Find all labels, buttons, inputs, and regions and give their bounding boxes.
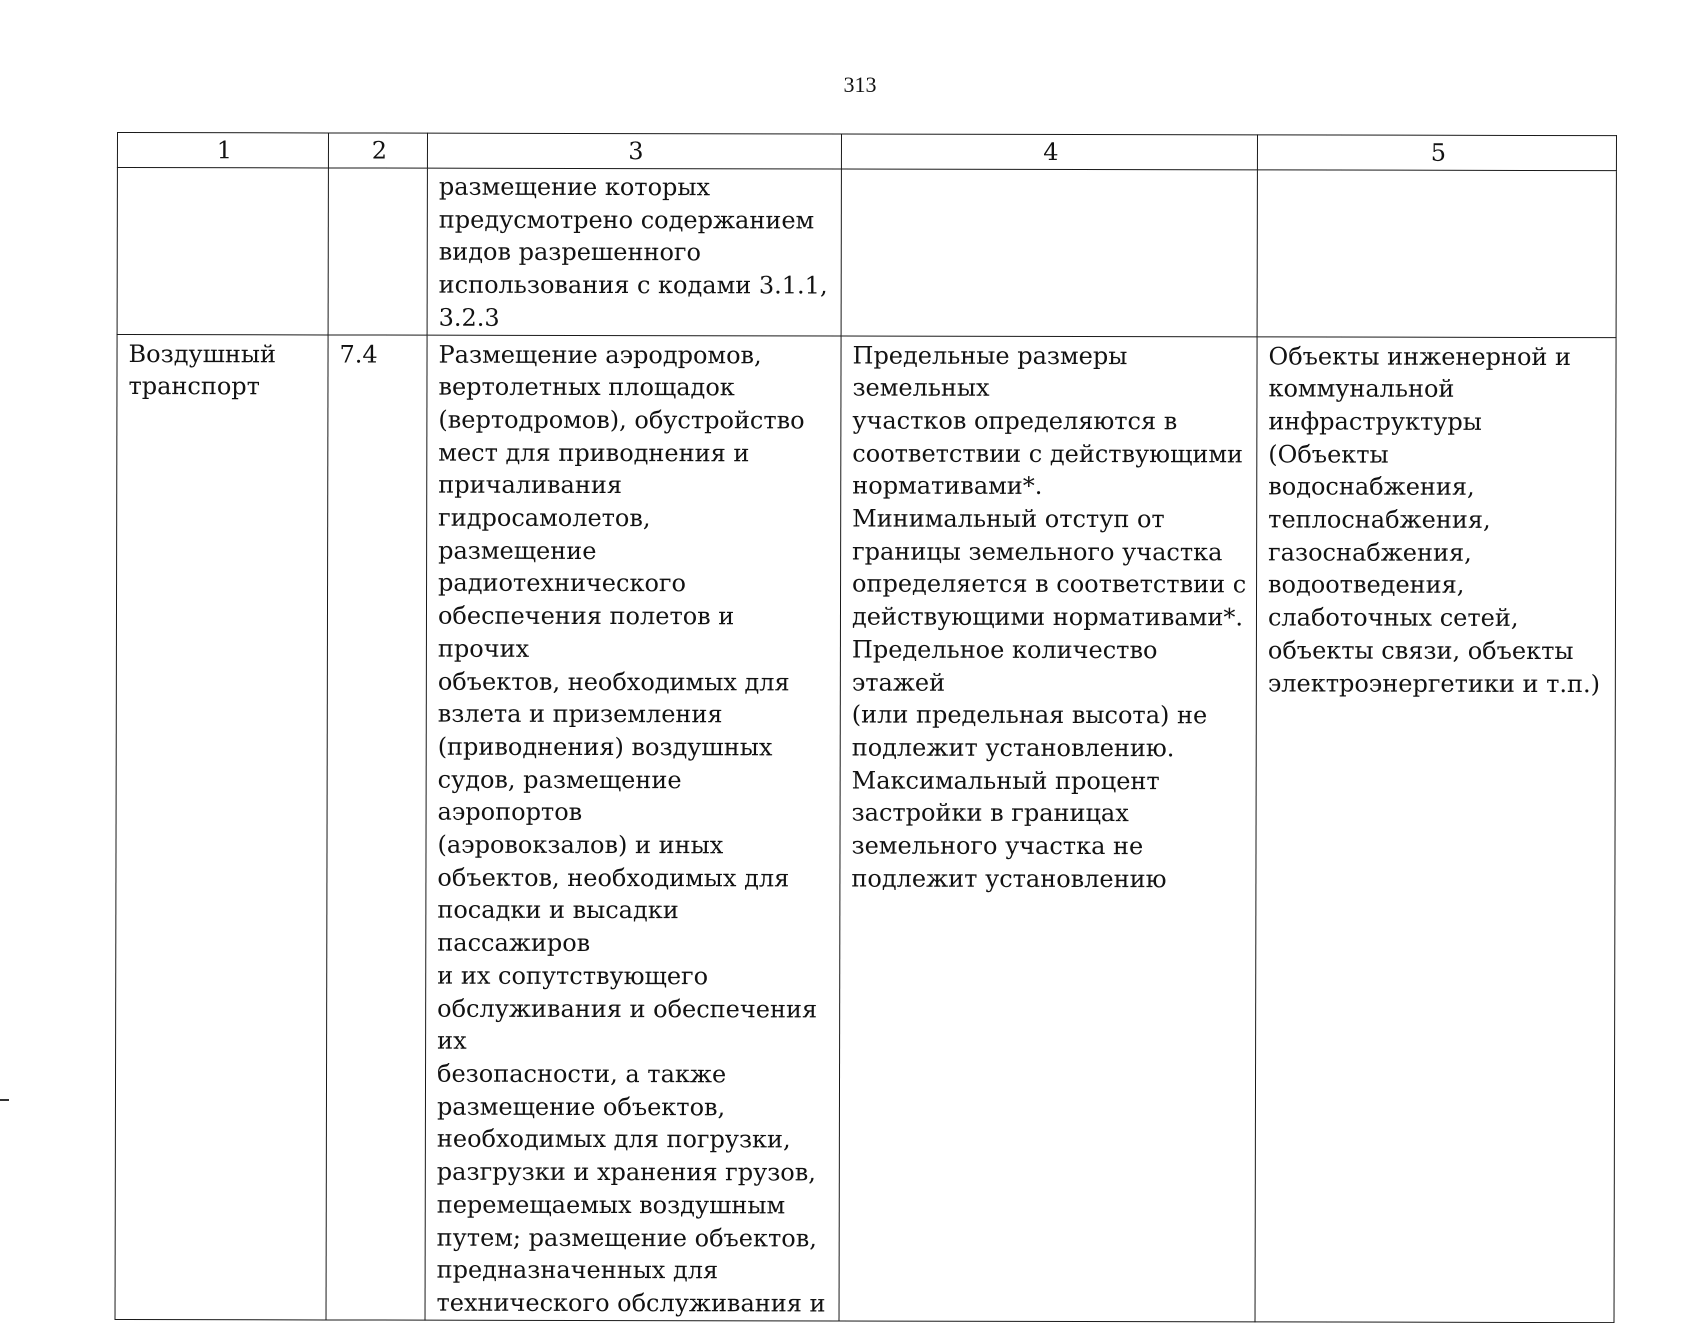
table-row-continuation — [117, 168, 1616, 338]
margin-mark — [0, 1099, 9, 1101]
cell-text — [1269, 172, 1608, 173]
header-cell-3: 3 — [427, 133, 841, 169]
cell-text: Предельные размеры земельных участков определяются в соответствии с действующими нормативами*. Минимальный отступ от границы земельного участка определяется в соответствии с действующими нормативами*. Предельное количество этажей (или предельная высота) не подлежит установлению. Максимальный процент застройки в границах земельного участка не подлежит установлению — [851, 339, 1248, 896]
cell-parameters — [841, 169, 1257, 336]
header-cell-2: 2 — [328, 133, 427, 168]
cell-code — [326, 334, 427, 1319]
cell-text: Воздушный транспорт — [128, 338, 319, 404]
table-header-row — [117, 133, 1616, 171]
header-cell-4: 4 — [841, 134, 1257, 170]
land-use-table — [115, 132, 1617, 1323]
cell-description — [427, 168, 841, 335]
header-cell-1: 1 — [117, 133, 328, 168]
cell-text: Объекты инженерной и коммунальной инфраструктуры (Объекты водоснабжения, теплоснабжения, газоснабжения, водоотведения, слаботочных сетей, объекты связи, объекты электроэнергетики и т.п.) — [1268, 340, 1608, 700]
cell-text: 7.4 — [340, 338, 419, 371]
cell-description — [425, 335, 841, 1321]
cell-auxiliary-uses — [1257, 170, 1616, 337]
cell-text: Размещение аэродромов, вертолетных площадок (вертодромов), обустройство мест для приводнения и причаливания гидросамолетов, размещение радиотехнического обеспечения полетов и прочих объектов, необходимых для взлета и приземления (приводнения) воздушных судов, размещение аэропортов (аэровокзалов) и иных объектов, необходимых для посадки и высадки пассажиров и их сопутствующего обслуживания и обеспечения их безопасности, а также размещение объектов, необходимых для погрузки, разгрузки и хранения грузов, перемещаемых воздушным путем; размещение объектов, предназначенных для технического обслуживания и — [437, 338, 833, 1320]
cell-text — [853, 172, 1249, 173]
page-number: 313 — [0, 72, 1697, 98]
cell-text: размещение которых предусмотрено содержанием видов разрешенного использования с кодами 3.1.1, 3.2.3 — [439, 171, 833, 335]
cell-group-name — [115, 334, 328, 1320]
header-cell-5: 5 — [1257, 135, 1616, 171]
cell-auxiliary-uses — [1255, 336, 1616, 1322]
cell-parameters — [839, 336, 1257, 1322]
cell-group-name — [117, 168, 328, 335]
table-row-air-transport — [115, 334, 1616, 1322]
cell-code — [328, 168, 427, 335]
